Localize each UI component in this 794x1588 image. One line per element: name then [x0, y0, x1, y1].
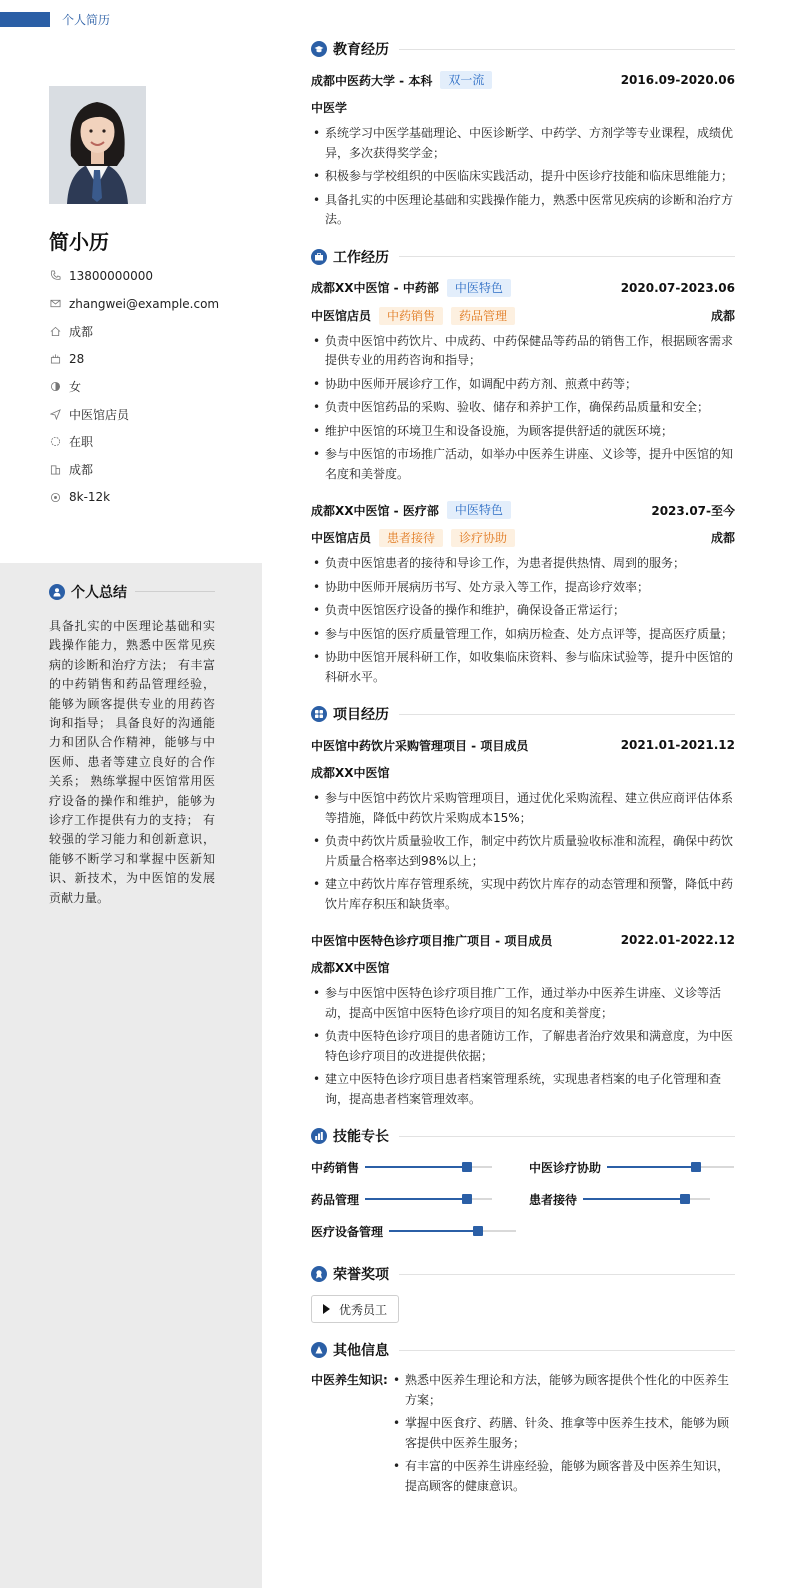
job-city: 成都	[710, 531, 735, 545]
info-gender	[49, 373, 259, 401]
list-item: • 维护中医馆的环境卫生和设备设施，为顾客提供舒适的就医环境；	[313, 423, 674, 438]
other-header	[311, 1339, 735, 1361]
honors-header	[311, 1263, 735, 1285]
city-text: 成都	[69, 463, 94, 478]
skill-bar	[365, 1166, 492, 1168]
education-entry	[311, 70, 735, 230]
age-text: 28	[69, 351, 85, 366]
education-header	[311, 38, 735, 60]
work-title: 工作经历	[333, 249, 389, 266]
company-name: 成都XX中医馆 - 医疗部	[311, 503, 439, 518]
contact-info-list	[49, 262, 259, 511]
email-icon	[49, 298, 61, 310]
skills-divider	[399, 1136, 735, 1137]
skill-item: 药品管理	[311, 1189, 492, 1209]
phone-text: 13800000000	[69, 268, 153, 283]
major: 中医学	[311, 101, 348, 115]
skills-title: 技能专长	[333, 1129, 389, 1145]
honors-divider	[399, 1274, 735, 1275]
list-item: • 系统学习中医学基础理论、中医诊断学、中药学、方剂学等专业课程，成绩优异，多次获得奖学金；	[313, 126, 734, 160]
summary-divider	[135, 591, 215, 592]
school-tag: 双一流	[440, 71, 492, 89]
age-icon	[49, 353, 61, 365]
position-text: 中医馆店员	[69, 407, 130, 422]
honor-badge	[311, 1295, 399, 1323]
list-item: • 参与中医馆的医疗质量管理工作，如病历检查、处方点评等，提高医疗质量；	[313, 626, 734, 641]
skill-item: 医疗设备管理	[311, 1221, 516, 1241]
company-name: 成都XX中医馆 - 中药部	[311, 281, 439, 295]
project-entry-1	[311, 735, 735, 914]
award-icon	[311, 1266, 327, 1282]
main-column	[311, 38, 735, 1500]
phone-icon	[49, 270, 61, 282]
list-item: • 协助中医馆开展科研工作，如收集临床资料、参与临床试验等，提升中医馆的科研水平。	[313, 650, 734, 684]
project-name: 中医馆中医特色诊疗项目推广项目 - 项目成员	[311, 933, 553, 948]
list-item: • 熟悉中医养生理论和方法，能够为顾客提供个性化的中医养生方案；	[393, 1373, 730, 1407]
other-title: 其他信息	[333, 1343, 389, 1359]
info-city	[49, 456, 259, 484]
person-icon	[49, 584, 65, 600]
projects-title: 项目经历	[333, 707, 389, 723]
company-tag: 中医特色	[447, 279, 511, 297]
info-salary	[49, 484, 259, 512]
education-divider	[399, 49, 735, 50]
summary-title: 个人总结	[71, 585, 127, 601]
briefcase-icon	[311, 249, 327, 265]
skills-header	[311, 1125, 735, 1147]
work-divider	[399, 256, 735, 257]
status-text: 在职	[69, 435, 94, 450]
projects-header	[311, 703, 735, 725]
email-text: zhangwei@example.com	[69, 296, 220, 311]
role-tag: 诊疗协助	[451, 529, 515, 547]
company-tag: 中医特色	[447, 501, 511, 519]
position-icon	[49, 408, 61, 420]
info-age	[49, 345, 259, 373]
summary-text: 具备扎实的中医理论基础和实践操作能力，熟悉中医常见疾病的诊断和治疗方法； 有丰富的中药销售和药品管理经验，能够为顾客提供专业的用药咨询和指导； 具备良好的沟通能力和团队合作精神，能够与中医师、患者等建立良好的合作关系； 熟练掌握中医馆常用医疗设备的操作和维护，能够为诊疗工作提供有力的支持； 有较强的学习能力和创新意识，能够不断学习和掌握中医新知识、新技术，为中医馆的发展贡献力量。	[49, 619, 215, 905]
work-entry-2	[311, 500, 735, 687]
project-org: 成都XX中医馆	[311, 961, 390, 975]
work-header	[311, 246, 735, 268]
list-item: • 负责中医馆中药饮片、中成药、中药保健品等药品的销售工作，根据顾客需求提供专业的用药咨询和指导；	[313, 333, 734, 367]
info-status	[49, 428, 259, 456]
info-home	[49, 317, 259, 345]
list-item: • 协助中医师开展病历书写、处方录入等工作，提高诊疗效率；	[313, 579, 650, 594]
list-item: • 有丰富的中医养生讲座经验，能够为顾客普及中医养生知识，提高顾客的健康意识。	[393, 1459, 730, 1493]
salary-icon	[49, 491, 61, 503]
bar-chart-icon	[311, 1128, 327, 1144]
role-tag: 中药销售	[379, 307, 443, 325]
project-org: 成都XX中医馆	[311, 766, 390, 780]
salary-text: 8k-12k	[69, 490, 111, 505]
job-city: 成都	[710, 308, 735, 323]
list-item: • 参与中医馆的市场推广活动，如举办中医养生讲座、义诊等，提升中医馆的知名度和美誉度。	[313, 447, 734, 481]
skill-bar	[365, 1198, 492, 1200]
list-item: • 负责中医馆药品的采购、验收、储存和养护工作，确保药品质量和安全；	[313, 400, 710, 414]
page-title: 个人简历	[62, 13, 111, 27]
other-info	[311, 1371, 735, 1500]
list-item: • 负责中药饮片质量验收工作，制定中药饮片质量验收标准和流程，确保中药饮片质量合格率达到98%以上；	[313, 834, 734, 868]
education-title: 教育经历	[333, 42, 389, 58]
role-tag: 患者接待	[379, 529, 443, 547]
list-item: • 负责中医馆患者的接待和导诊工作，为患者提供热情、周到的服务；	[313, 556, 686, 570]
school-name: 成都中医药大学 - 本科	[311, 73, 433, 88]
home-icon	[49, 325, 61, 337]
status-icon	[49, 436, 61, 448]
skill-bar	[607, 1166, 734, 1168]
play-icon	[323, 1304, 330, 1314]
skill-item: 患者接待	[529, 1189, 710, 1209]
work-entry-1	[311, 278, 735, 485]
education-date: 2016.09-2020.06	[620, 73, 735, 87]
list-item: • 掌握中医食疗、药膳、针灸、推拿等中医养生技术，能够为顾客提供中医养生服务；	[393, 1416, 730, 1450]
profile-name: 简小历	[49, 230, 109, 254]
honor-text: 优秀员工	[339, 1302, 388, 1317]
list-item: • 协助中医师开展诊疗工作，如调配中药方剂、煎煮中药等；	[313, 376, 638, 391]
job-role: 中医馆店员	[311, 308, 372, 323]
gender-text: 女	[69, 380, 82, 395]
work-date: 2023.07-至今	[651, 503, 735, 518]
profile-photo	[49, 86, 146, 204]
info-email	[49, 290, 259, 318]
header-accent-bar	[0, 12, 50, 27]
projects-divider	[399, 714, 735, 715]
grid-icon	[311, 706, 327, 722]
work-date: 2020.07-2023.06	[620, 280, 735, 295]
list-item: • 参与中医馆中药饮片采购管理项目，通过优化采购流程、建立供应商评估体系等措施，降低中药饮片采购成本15%；	[313, 791, 734, 825]
job-role: 中医馆店员	[311, 531, 372, 545]
list-item: • 建立中药饮片库存管理系统，实现中药饮片库存的动态管理和预警，降低中药饮片库存积压和缺货率。	[313, 877, 734, 911]
skill-item: 中医诊疗协助	[529, 1157, 734, 1177]
list-item: • 负责中医特色诊疗项目的患者随访工作，了解患者治疗效果和满意度，为中医特色诊疗项目的改进提供依据；	[313, 1029, 734, 1063]
honors-title: 荣誉奖项	[333, 1267, 389, 1283]
list-item: • 积极参与学校组织的中医临床实践活动，提升中医诊疗技能和临床思维能力；	[313, 169, 734, 183]
other-divider	[399, 1350, 735, 1351]
list-item: • 参与中医馆中医特色诊疗项目推广工作，通过举办中医养生讲座、义诊等活动，提高中医馆中医特色诊疗项目的知名度和美誉度；	[313, 986, 722, 1020]
info-position	[49, 400, 259, 428]
project-name: 中医馆中药饮片采购管理项目 - 项目成员	[311, 738, 529, 753]
skill-bar	[389, 1230, 516, 1232]
list-item: • 建立中医特色诊疗项目患者档案管理系统，实现患者档案的电子化管理和查询，提高患者档案管理效率。	[313, 1072, 722, 1106]
project-date: 2021.01-2021.12	[620, 738, 735, 752]
skills-list	[311, 1157, 735, 1263]
list-item: • 负责中医馆医疗设备的操作和维护，确保设备正常运行；	[313, 603, 626, 617]
role-tag: 药品管理	[451, 307, 515, 325]
home-text: 成都	[69, 324, 94, 339]
skill-bar	[583, 1198, 710, 1200]
list-item: • 具备扎实的中医理论基础和实践操作能力，熟悉中医常见疾病的诊断和治疗方法。	[313, 192, 734, 226]
project-date: 2022.01-2022.12	[620, 933, 735, 947]
info-icon	[311, 1342, 327, 1358]
summary-header	[49, 582, 127, 602]
graduation-cap-icon	[311, 41, 327, 57]
gender-icon	[49, 381, 61, 393]
city-icon	[49, 464, 61, 476]
skill-item: 中药销售	[311, 1157, 492, 1177]
project-entry-2	[311, 930, 735, 1109]
info-phone	[49, 262, 259, 290]
other-label: 中医养生知识:	[311, 1373, 388, 1387]
